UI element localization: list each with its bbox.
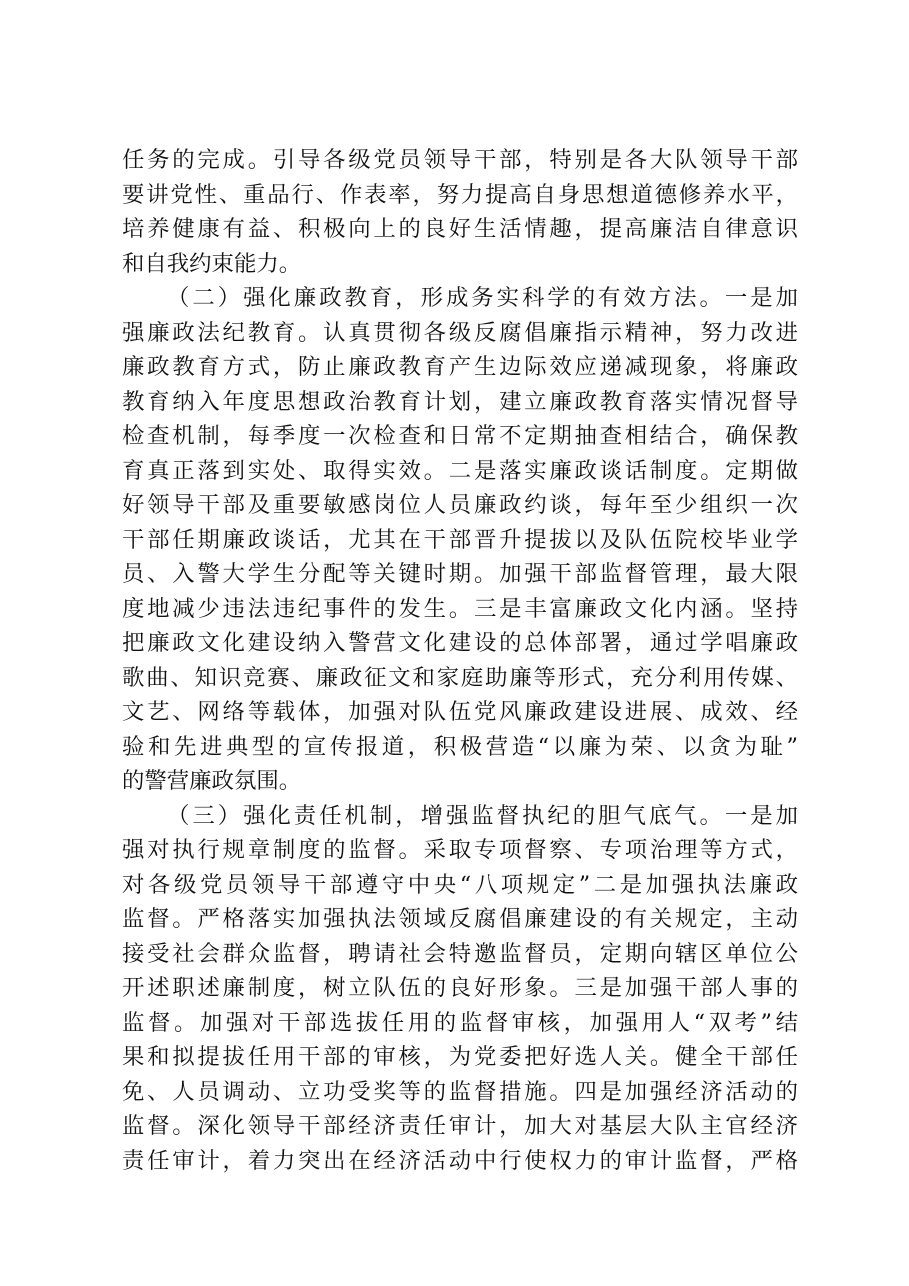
text-line: 把廉政文化建设纳入警营文化建设的总体部署，通过学唱廉政 [122,630,798,656]
text-line: 歌曲、知识竞赛、廉政征文和家庭助廉等形式，充分利用传媒、 [122,664,798,691]
text-line: 对各级党员领导干部遵守中央“八项规定”二是加强执法廉政 [122,871,798,898]
text-line: 监督。严格落实加强执法领域反腐倡廉建设的有关规定，主动 [122,906,798,932]
text-line: 监督。加强对干部选拔任用的监督审核，加强用人“双考”结 [122,1009,798,1036]
text-line: 干部任期廉政谈话，尤其在干部晋升提拔以及队伍院校毕业学 [122,526,798,553]
text-line: 监督。深化领导干部经济责任审计，加大对基层大队主官经济 [122,1113,798,1139]
text-line: 和自我约束能力。 [122,250,302,277]
text-line: 的警营廉政氛围。 [122,768,302,794]
body-text [122,143,798,1178]
text-line: 果和拟提拔任用干部的审核，为党委把好选人关。健全干部任 [122,1044,798,1070]
text-line: 要讲党性、重品行、作表率，努力提高自身思想道德修养水平， [122,181,798,208]
text-line: 开述职述廉制度，树立队伍的良好形象。三是加强干部人事的 [122,975,798,1001]
text-line: 文艺、网络等载体，加强对队伍党风廉政建设进展、成效、经 [122,699,798,725]
text-line: 强对执行规章制度的监督。采取专项督察、专项治理等方式， [122,837,798,863]
text-line: 度地减少违法违纪事件的发生。三是丰富廉政文化内涵。坚持 [122,595,798,622]
text-line: 强廉政法纪教育。认真贯彻各级反腐倡廉指示精神，努力改进 [122,319,798,346]
text-line: 教育纳入年度思想政治教育计划，建立廉政教育落实情况督导 [122,388,798,415]
text-line: 好领导干部及重要敏感岗位人员廉政约谈，每年至少组织一次 [122,492,798,518]
text-line: 员、入警大学生分配等关键时期。加强干部监督管理，最大限 [122,561,798,587]
text-line: （二）强化廉政教育，形成务实科学的有效方法。一是加 [167,285,798,311]
text-line: 验和先进典型的宣传报道，积极营造“以廉为荣、以贪为耻” [122,733,798,760]
text-line: 接受社会群众监督，聘请社会特邀监督员，定期向辖区单位公 [122,940,798,967]
text-line: 检查机制，每季度一次检查和日常不定期抽查相结合，确保教 [122,423,798,449]
text-line: 责任审计，着力突出在经济活动中行使权力的审计监督，严格 [122,1147,798,1174]
text-line: （三）强化责任机制，增强监督执纪的胆气底气。一是加 [167,802,798,829]
text-line: 育真正落到实处、取得实效。二是落实廉政谈话制度。定期做 [122,457,798,484]
text-line: 任务的完成。引导各级党员领导干部，特别是各大队领导干部 [122,147,798,173]
text-line: 免、人员调动、立功受奖等的监督措施。四是加强经济活动的 [122,1078,798,1105]
text-line: 廉政教育方式，防止廉政教育产生边际效应递减现象，将廉政 [122,354,798,380]
text-line: 培养健康有益、积极向上的良好生活情趣，提高廉洁自律意识 [122,216,798,242]
